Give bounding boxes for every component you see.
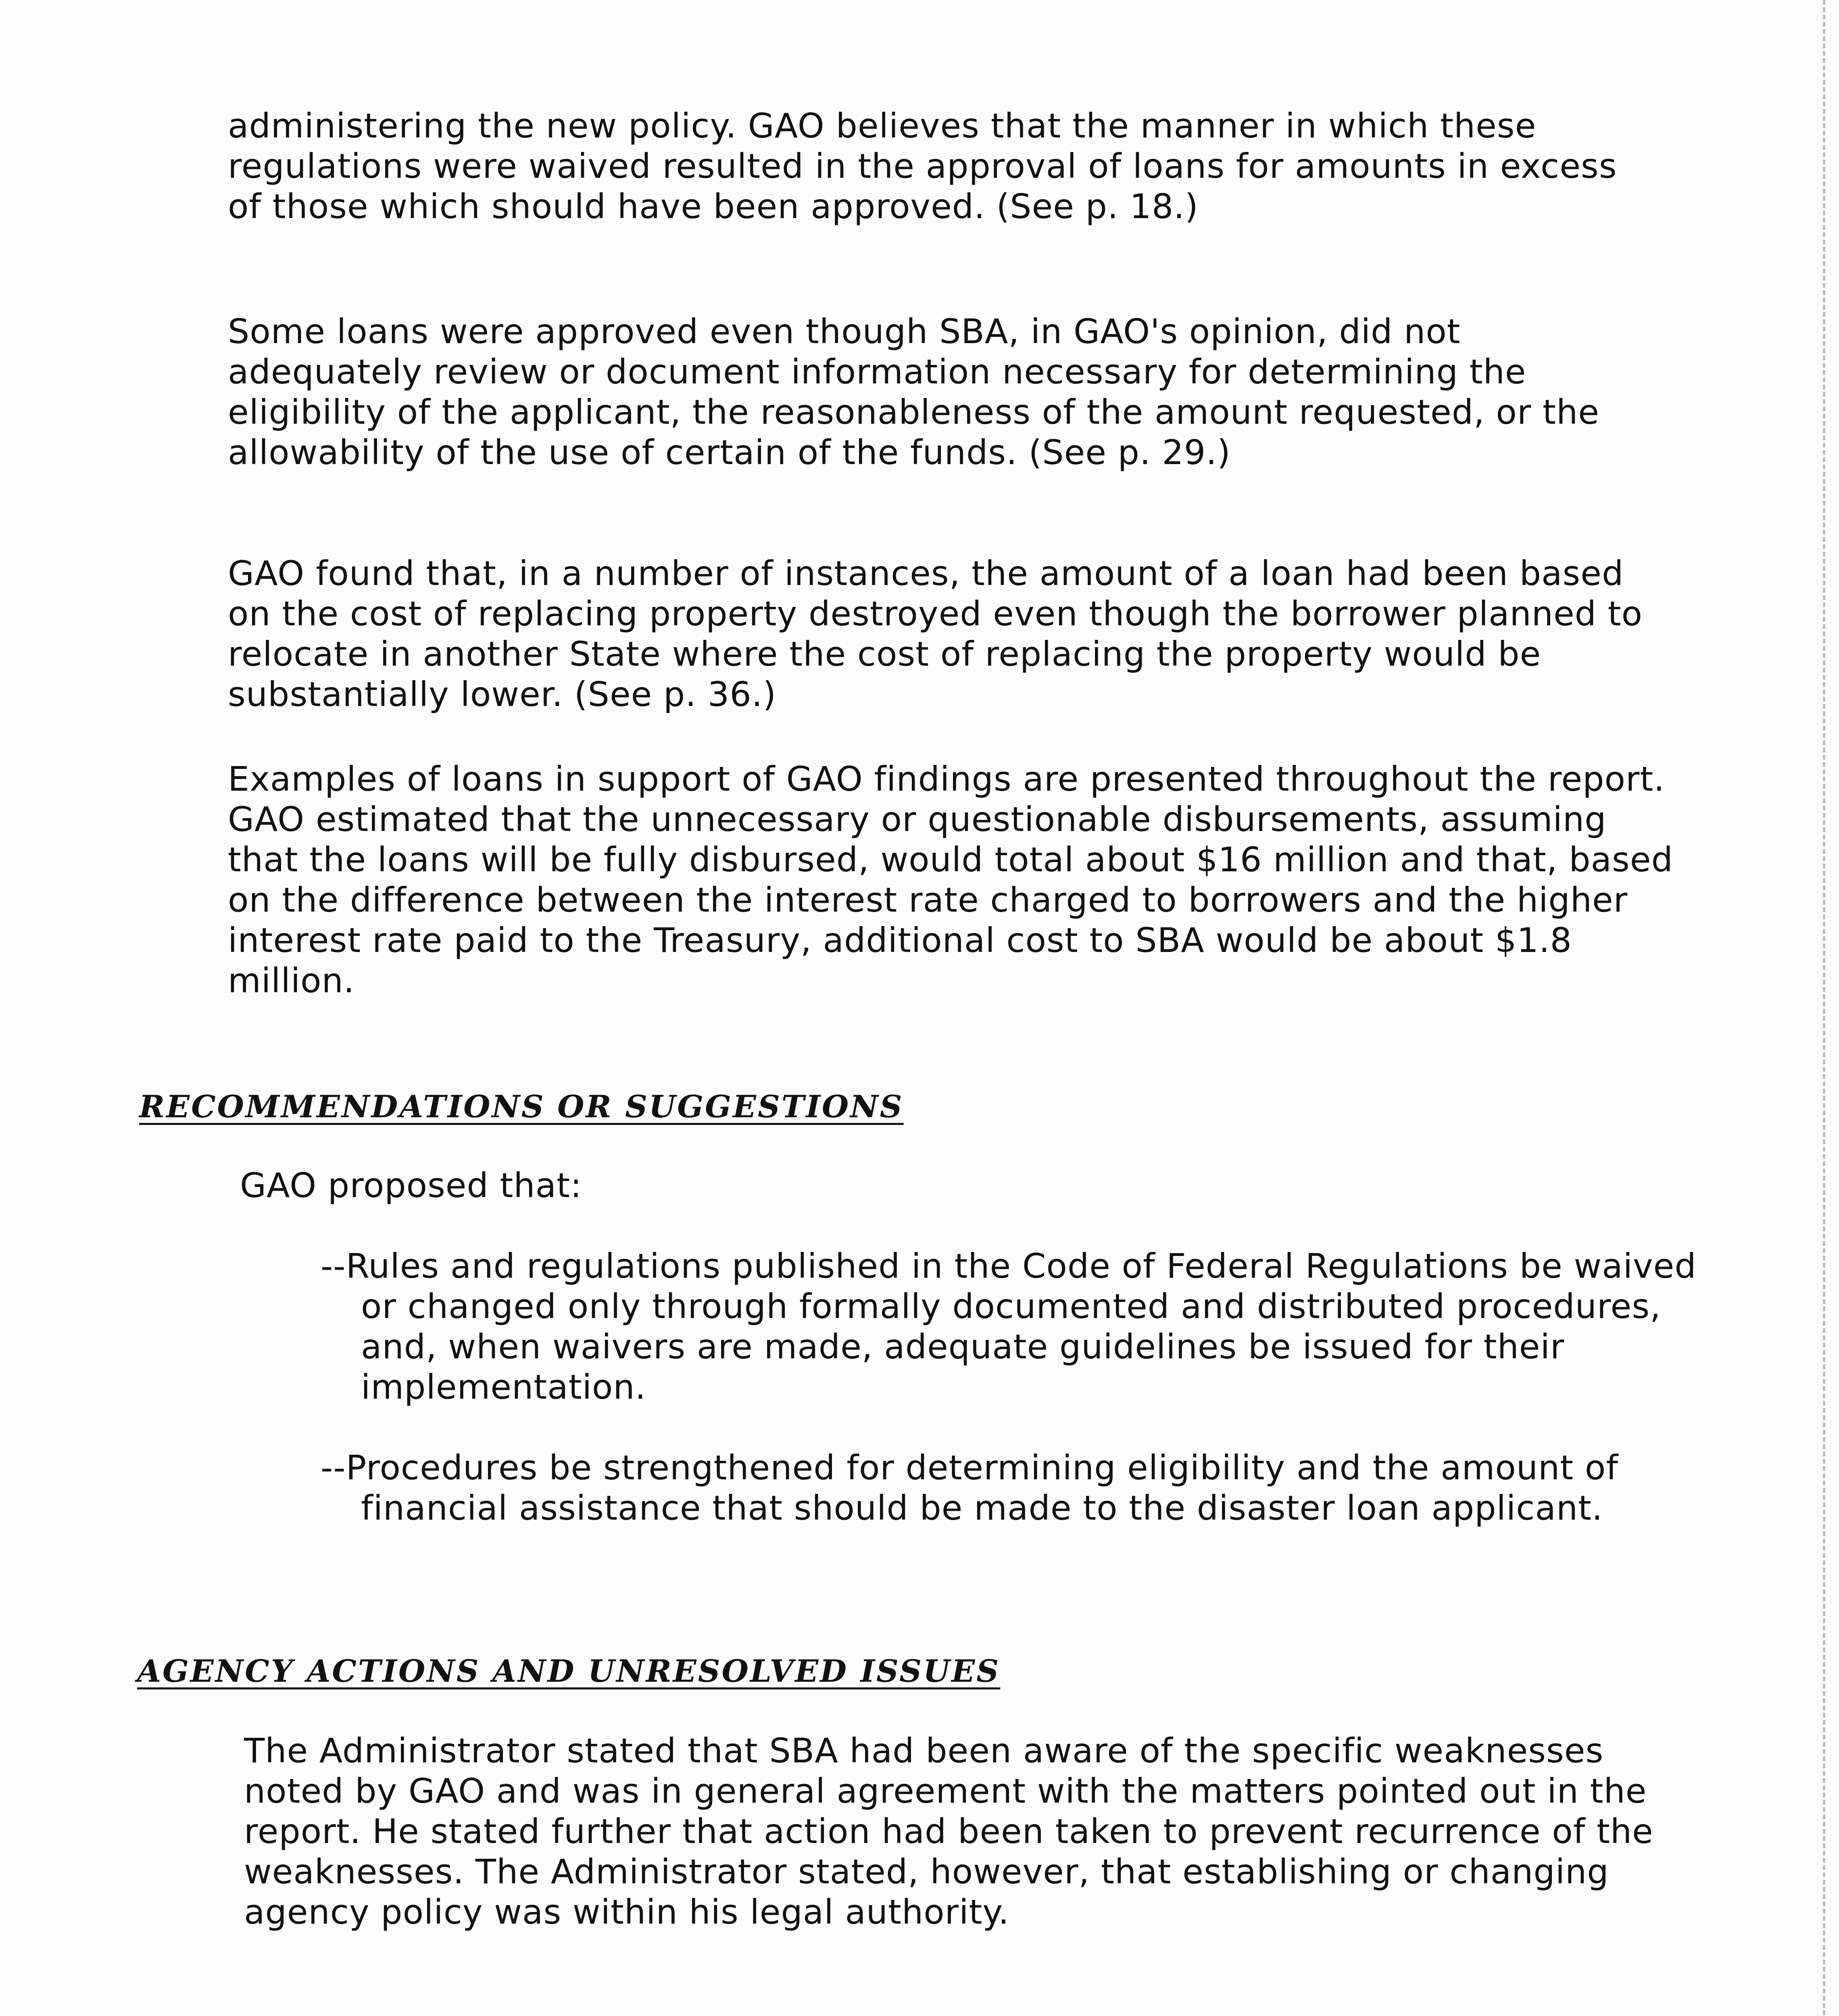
heading-recommendations: RECOMMENDATIONS OR SUGGESTIONS xyxy=(139,1089,904,1125)
perforated-edge xyxy=(1823,0,1825,2016)
paragraph-relocation: GAO found that, in a number of instances, the amount of a loan had been based on the cost of replacing property destroyed even though the borrower planned to relocate in another State where the cost of replacing the property would be substantially lower. (See p. 36.) xyxy=(228,554,1643,714)
paragraph-loan-review: Some loans were approved even though SBA, in GAO's opinion, did not adequately review or document information necessary for determining the eligibility of the applicant, the reasonableness of the amount requested, or the allowability of the use of certain of the funds. (See p. 29.) xyxy=(228,312,1599,472)
recommendation-item-2: --Procedures be strengthened for determining eligibility and the amount of financial assistance that should be made to the disaster loan applicant. xyxy=(321,1448,1618,1528)
recommendation-item-1: --Rules and regulations published in the Code of Federal Regulations be waived or changed only through formally documented and distributed procedures, and, when waivers are made, adequate guidelines be issued for their implementation. xyxy=(321,1246,1697,1407)
agency-actions-text: The Administrator stated that SBA had been aware of the specific weaknesses noted by GAO and was in general agreement with the matters pointed out in the report. He stated further that action had been taken to prevent recurrence of the weaknesses. The Administrator stated, however, that establishing or changing agency policy was within his legal authority. xyxy=(244,1731,1653,1932)
heading-agency-actions: AGENCY ACTIONS AND UNRESOLVED ISSUES xyxy=(137,1653,1001,1689)
paragraph-estimates: Examples of loans in support of GAO findings are presented throughout the report. GAO estimated that the unnecessary or questionable disbursements, assuming that the loans will be fully disbursed, would total about $16 million and that, based on the difference between the interest rate charged to borrowers and the higher interest rate paid to the Treasury, additional cost to SBA would be about $1.8 million. xyxy=(228,759,1673,1000)
recommendations-intro: GAO proposed that: xyxy=(240,1166,582,1205)
paragraph-policy-waiver: administering the new policy. GAO believes that the manner in which these regulations were waived resulted in the approval of loans for amounts in excess of those which should have been approved. (See p. 18.) xyxy=(228,106,1617,226)
